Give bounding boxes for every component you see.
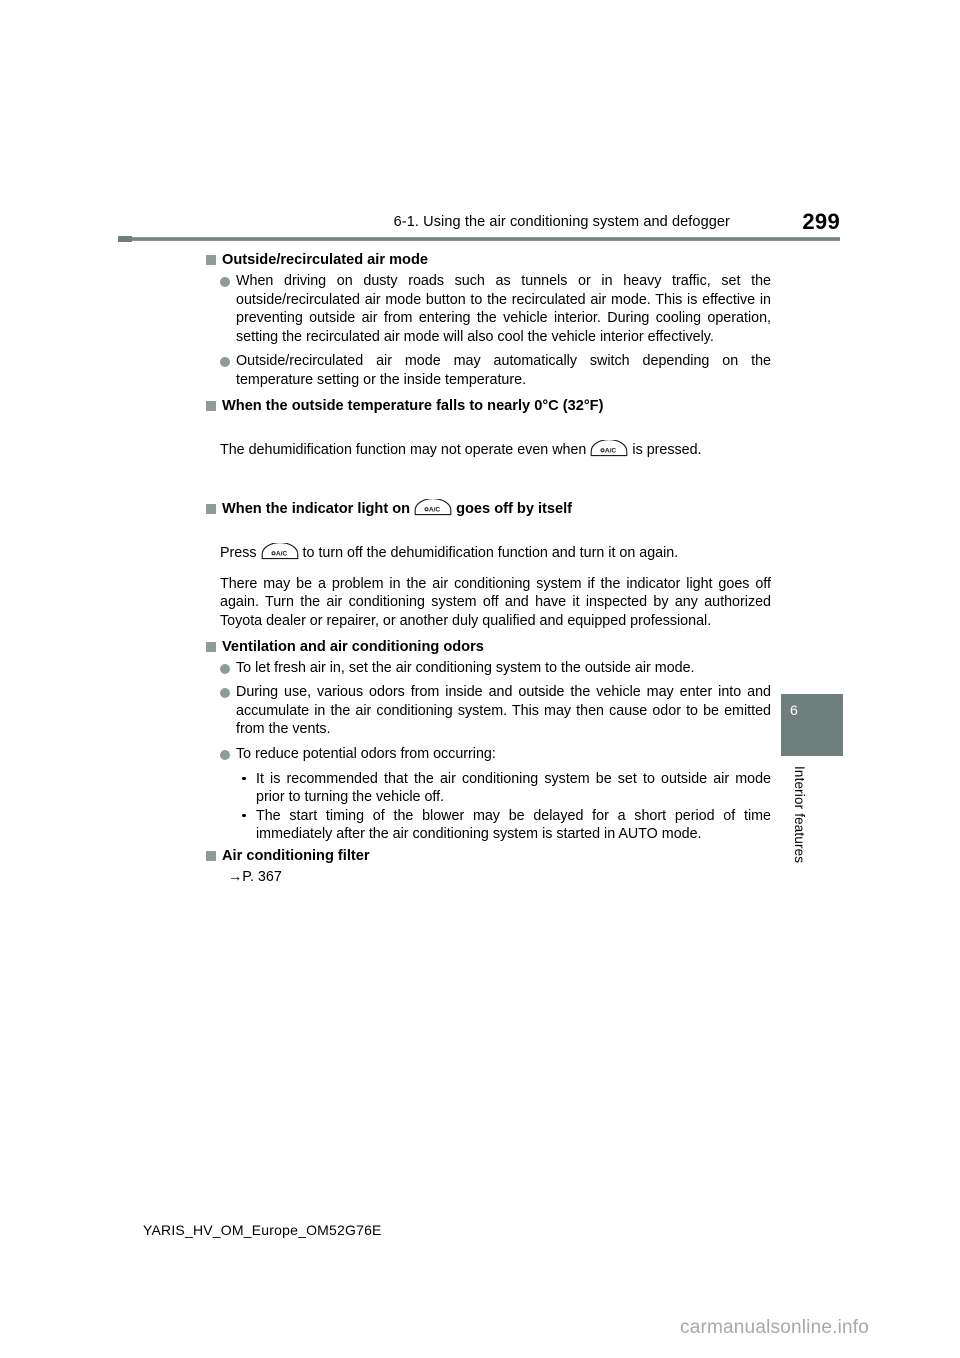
square-bullet-icon [206,504,216,514]
page-content [206,250,771,886]
ac-button-icon [589,440,629,457]
section-title: 6-1. Using the air conditioning system and defogger [393,214,730,230]
square-bullet-icon [206,851,216,861]
heading-text: Ventilation and air conditioning odors [222,638,484,655]
chapter-number: 6 [790,702,798,718]
dot-bullet-icon [242,814,246,818]
paragraph-indicator-problem: There may be a problem in the air conditioning system if the indicator light goes off again. Turn the air conditioning system off and have it inspected by any authorized Toyota dealer or repairer, or another duly qualified and equipped professional. [220,575,771,629]
heading-text: Air conditioning filter [222,847,370,864]
document-code: YARIS_HV_OM_Europe_OM52G76E [143,1222,382,1238]
chapter-label: Interior features [792,766,807,864]
paragraph-text-after-icon: to turn off the dehumidification function and turn it on again. [302,545,679,562]
list-item [206,352,771,389]
list-item [206,683,771,739]
square-bullet-icon [206,255,216,265]
paragraph-text-after-icon: is pressed. [632,441,702,458]
round-bullet-icon [220,357,230,367]
ac-button-icon [413,499,453,516]
round-bullet-icon [220,750,230,760]
header-rule [118,237,840,241]
paragraph-press-ac [206,543,771,563]
heading-text-before-icon: When the indicator light on [222,501,411,518]
heading-indicator-light-goes-off [206,499,771,519]
header-rule-cap [118,236,132,242]
svg-text:A/C: A/C [275,550,287,558]
heading-outside-recirculated-air-mode [206,250,771,270]
heading-text: When the outside temperature falls to nearly 0°C (32°F) [222,397,604,414]
list-item [206,272,771,346]
ac-button-icon [260,543,300,560]
site-watermark: carmanualsonline.info [680,1317,870,1338]
list-item-text: During use, various odors from inside and outside the vehicle may enter into and accumulate in the air conditioning system. This may then cause odor to be emitted from the vents. [236,684,771,738]
paragraph-text-before-icon: The dehumidification function may not operate even when [220,441,587,458]
list-item-text: When driving on dusty roads such as tunnels or in heavy traffic, set the outside/recirculated air mode button to the recirculated air mode. This is effective in preventing outside air from entering the vehicle interior. During cooling operation, setting the recirculated air mode will also cool the vehicle interior effectively. [236,273,771,345]
page-number: 299 [802,209,840,234]
heading-air-conditioning-filter [206,846,771,866]
sub-list-item-text: It is recommended that the air conditioning system be set to outside air mode prior to turning the vehicle off. [256,770,771,806]
heading-text-after-icon: goes off by itself [456,501,573,518]
page-header [118,209,840,240]
heading-text: Outside/recirculated air mode [222,252,429,268]
dot-bullet-icon [242,777,246,781]
heading-ventilation-and-odors [206,637,771,657]
sub-list-item-text: The start timing of the blower may be delayed for a short period of time immediately after the air conditioning system is started in AUTO mode. [256,807,771,843]
heading-outside-temperature-near-zero [206,396,771,416]
list-item-text: Outside/recirculated air mode may automatically switch depending on the temperature setting or the inside temperature. [236,353,771,388]
round-bullet-icon [220,688,230,698]
svg-text:A/C: A/C [605,447,617,455]
page-reference-link[interactable]: →P. 367 [228,868,282,885]
paragraph-text-before-icon: Press [220,545,257,562]
square-bullet-icon [206,642,216,652]
svg-text:A/C: A/C [428,506,441,514]
list-item-text: To let fresh air in, set the air conditioning system to the outside air mode. [236,659,695,676]
round-bullet-icon [220,664,230,674]
chapter-tab [781,694,843,756]
list-item [206,659,771,678]
list-item-text: To reduce potential odors from occurring: [236,745,496,762]
paragraph-dehumidification-note [206,440,771,460]
round-bullet-icon [220,277,230,287]
list-item [206,745,771,764]
square-bullet-icon [206,401,216,411]
sub-list-item [206,807,771,844]
sub-list-item [206,770,771,807]
